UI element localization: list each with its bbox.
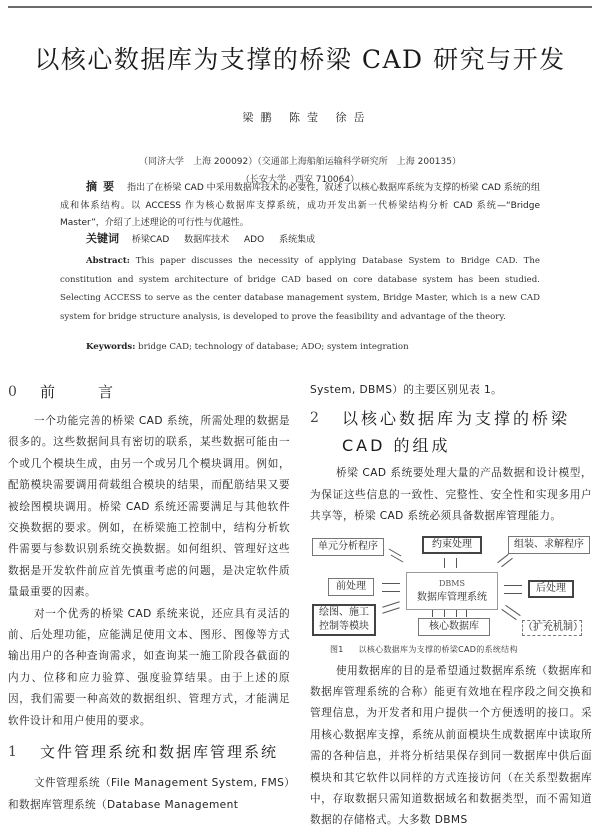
arrow-icon — [432, 610, 433, 617]
arrow-icon — [382, 607, 399, 614]
authors: 梁鹏 陈莹 徐岳 — [242, 111, 372, 124]
arrow-icon — [382, 583, 400, 584]
title-suffix: 研究与开发 — [433, 45, 566, 74]
box-element-analysis: 单元分析程序 — [312, 538, 384, 556]
title-prefix: 以核心数据库为支撑的桥梁 — [34, 45, 353, 74]
left-column — [8, 380, 290, 816]
arrow-icon — [382, 601, 399, 608]
section-title: 以核心数据库为支撑的桥梁 CAD 的组成 — [342, 409, 571, 456]
section-0-heading — [8, 380, 290, 405]
keywords-en — [86, 342, 409, 352]
keyword-zh-item: 系统集成 — [279, 235, 316, 245]
box-core-database: 核心数据库 — [418, 618, 490, 636]
keyword-zh-item: 数据库技术 — [184, 235, 230, 245]
arrow-icon — [504, 585, 522, 586]
box-postprocess: 后处理 — [528, 580, 574, 598]
dbms-label: DBMS — [439, 578, 465, 588]
keyword-zh-item: 桥梁CAD — [131, 235, 170, 245]
abstract-zh-text: 指出了在桥梁 CAD 中采用数据库技术的必要性，叙述了以核心数据库系统为支撑的桥梁 CAD 系统的组成和体系结构。以 ACCESS 作为核心数据库支撑系统，成功开发出新一代桥梁结构分析 CAD 系统—“Bridge Master”，介绍了上述理论的可行性与优越性。 — [60, 183, 540, 228]
section-number: 0 — [8, 384, 17, 400]
section-number: 1 — [8, 744, 17, 761]
drawing-line1: 绘图、施工 — [319, 606, 369, 618]
drawing-line2: 控制等模块 — [319, 620, 369, 632]
section-1-paragraph: 文件管理系统（File Management System, FMS）和数据库管理系统（Database Management — [8, 777, 290, 811]
keywords-en-text: bridge CAD; technology of database; ADO; system integration — [138, 342, 409, 352]
abstract-en-text: This paper discusses the necessity of applying Database System to Bridge CAD. The constitution and system architecture of bridge CAD based on core database system has been studied. Selecting ACCESS to serve as the center database management system, Bridge Master, which is a new CAD system for bridge structure analysis, is developed to prove the feasibility and advantage of the theory. — [60, 256, 540, 322]
keywords-zh-label: 关键词 — [86, 232, 119, 245]
paper-title — [0, 40, 600, 76]
title-latin: CAD — [361, 45, 424, 74]
dbms-subtitle: 数据库管理系统 — [417, 591, 487, 603]
right-column — [310, 380, 592, 832]
section-0-paragraph: 一个功能完善的桥梁 CAD 系统，所需处理的数据是很多的。这些数据间具有密切的联系，某些数据可能由一个或几个模块生成，由另一个或另几个模块调用。例如，配筋模块需要调用荷载组合模块的结果，而配筋结果又要被绘图模块调用。桥梁 CAD 系统还需要满足与其他软件交换数据的要求。例如，在桥梁施工控制中，结构分析软件需要与参数识别系统交换数据。如何组织、管理好这些数据是开发软件前应首先慎重考虑的问题，是决定软件质量最重要的因素。 — [8, 415, 290, 599]
arrow-icon — [444, 558, 445, 568]
arrow-icon — [456, 610, 457, 617]
section-0-paragraph: 对一个优秀的桥梁 CAD 系统来说，还应具有灵活的前、后处理功能，应能满足使用文本、图形、图像等方式输出用户的各种查询需求，如查询某一施工阶段各截面的内力、位移和应力验算、强度验算结果。由于上述的原因，我们需要一种高效的数据组织、管理方式，才能满足软件设计和用户使用的要求。 — [8, 607, 290, 727]
affiliations-line1: （同济大学 上海 200092）（交通部上海船舶运输科学研究所 上海 200135） — [139, 157, 461, 167]
figure-1-caption — [310, 644, 592, 655]
abstract-zh — [60, 178, 540, 233]
section-1-heading — [8, 740, 290, 765]
section-title: 前 言 — [40, 383, 128, 401]
box-extension: （扩充机制） — [522, 620, 582, 636]
affiliations-line2: （长安大学 西安 710064） — [240, 175, 360, 185]
section-number: 2 — [310, 410, 319, 427]
abstract-en-label: Abstract: — [86, 256, 130, 266]
arrow-icon — [382, 591, 400, 592]
section-title: 文件管理系统和数据库管理系统 — [40, 743, 279, 762]
keywords-en-label: Keywords: — [86, 342, 136, 352]
abstract-zh-label: 摘要 — [86, 180, 121, 193]
box-preprocess: 前处理 — [328, 578, 374, 596]
box-constraint: 约束处理 — [422, 536, 482, 554]
arrow-icon — [444, 610, 445, 617]
arrow-icon — [456, 558, 457, 568]
keywords-zh — [86, 230, 327, 246]
arrow-icon — [504, 593, 522, 594]
box-drawing-modules — [312, 604, 376, 636]
top-rule — [8, 6, 592, 8]
section-1-continued: System, DBMS）的主要区别见表 1。 — [310, 384, 503, 396]
box-assembly-solve: 组装、求解程序 — [508, 536, 590, 554]
caption-label: 图1 — [330, 644, 344, 654]
section-2-paragraph: 使用数据库的目的是希望通过数据库系统（数据库和数据库管理系统的合称）能更有效地在程序段之间交换和管理信息，为开发者和用户提供一个方便透明的接口。采用核心数据库支撑，系统从前面模块生成数据库中读取所需的各种信息，并将分析结果保存到同一数据库中供后面模块和其它软件以同样的方式连接访问（在关系型数据库中，存取数据只需知道数据域名和数据类型，而不需知道数据的存储格式。大多数 DBMS — [310, 664, 592, 827]
arrow-icon — [466, 610, 467, 617]
section-2-paragraph: 桥梁 CAD 系统要处理大量的产品数据和设计模型，为保证这些信息的一致性、完整性、安全性和实现多用户共享等，桥梁 CAD 系统必须具备数据库管理能力。 — [310, 467, 592, 523]
keyword-zh-item: ADO — [244, 235, 265, 245]
box-dbms — [406, 572, 498, 610]
figure-1-diagram — [310, 536, 590, 638]
section-2-heading — [310, 405, 592, 459]
caption-text: 以核心数据库为支撑的桥梁CAD的系统结构 — [358, 644, 518, 654]
abstract-en — [60, 252, 540, 326]
